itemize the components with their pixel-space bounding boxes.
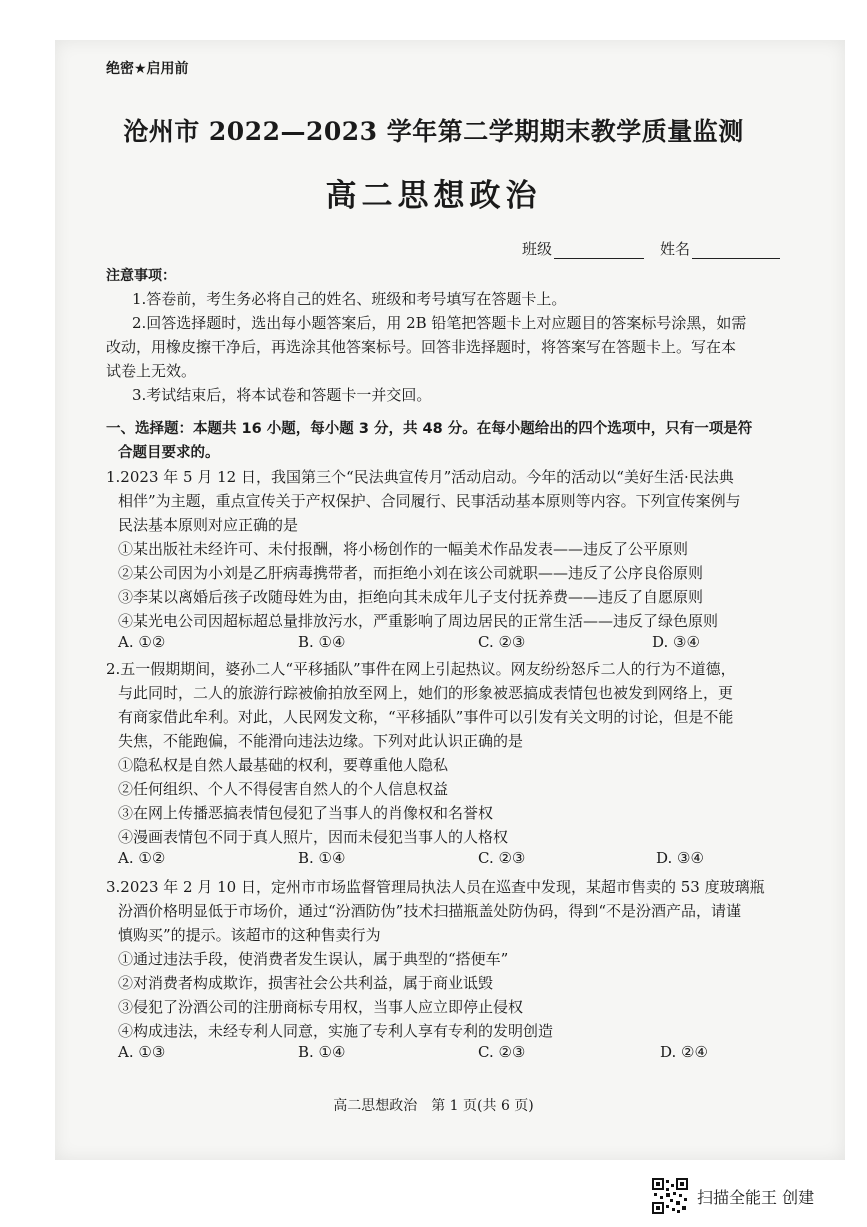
exam-title: 沧州市 2022—2023 学年第二学期期末教学质量监测 (123, 117, 744, 146)
question-2-item: ④漫画表情包不同于真人照片，因而未侵犯当事人的人格权 (118, 828, 509, 846)
question-1-option-a: A. ①② (118, 633, 166, 651)
section-heading: 一、选择题：本题共 16 小题，每小题 3 分，共 48 分。在每小题给出的四个选项中，只有一项是符 (106, 421, 753, 437)
subject-title: 高二思想政治 (325, 178, 542, 214)
question-1-option-c: C. ②③ (478, 633, 526, 651)
question-2-text: 2.五一假期期间，婆孙二人“平移插队”事件在网上引起热议。网友纷纷怒斥二人的行为不道德， (106, 660, 736, 678)
notice-line: 1.答卷前，考生务必将自己的姓名、班级和考号填写在答题卡上。 (132, 290, 567, 308)
question-3-text: 汾酒价格明显低于市场价，通过“汾酒防伪”技术扫描瓶盖处防伪码，得到“不是汾酒产品，请谨 (118, 902, 742, 920)
question-3-item: ④构成违法，未经专利人同意，实施了专利人享有专利的发明创造 (118, 1022, 554, 1040)
question-2-item: ①隐私权是自然人最基础的权利，要尊重他人隐私 (118, 756, 449, 774)
question-2-text: 有商家借此牟利。对此，人民网发文称，“平移插队”事件可以引发有关文明的讨论，但是不能 (118, 708, 734, 726)
class-field (522, 238, 644, 259)
question-3-text: 3.2023 年 2 月 10 日，定州市市场监督管理局执法人员在巡查中发现，某超市售卖的 53 度玻璃瓶 (106, 878, 765, 896)
class-label: 班级 (522, 240, 553, 258)
qr-code-icon (652, 1178, 688, 1214)
scanner-watermark: 扫描全能王 创建 (697, 1188, 815, 1207)
question-1-item: ①某出版社未经许可、未付报酬，将小杨创作的一幅美术作品发表——违反了公平原则 (118, 540, 689, 558)
name-blank (692, 242, 780, 259)
question-1-item: ②某公司因为小刘是乙肝病毒携带者，而拒绝小刘在该公司就职——违反了公序良俗原则 (118, 564, 704, 582)
question-2-option-d: D. ③④ (656, 849, 704, 867)
page-footer: 高二思想政治 第 1 页(共 6 页) (333, 1098, 534, 1114)
question-1-item: ④某光电公司因超标超总量排放污水，严重影响了周边居民的正常生活——违反了绿色原则 (118, 612, 719, 630)
name-field (660, 238, 780, 259)
question-1-text: 民法基本原则对应正确的是 (118, 516, 299, 534)
question-3-option-c: C. ②③ (478, 1043, 526, 1061)
question-3-item: ②对消费者构成欺诈，损害社会公共利益，属于商业诋毁 (118, 974, 494, 992)
name-label: 姓名 (660, 240, 691, 258)
question-1-text: 相伴”为主题，重点宣传关于产权保护、合同履行、民事活动基本原则等内容。下列宣传案例与 (118, 492, 741, 510)
question-3-item: ③侵犯了汾酒公司的注册商标专用权，当事人应立即停止侵权 (118, 998, 524, 1016)
question-2-text: 失焦，不能跑偏，不能滑向违法边缘。下列对此认识正确的是 (118, 732, 524, 750)
notice-line: 试卷上无效。 (106, 362, 197, 380)
notice-title: 注意事项： (106, 268, 176, 284)
question-2-option-c: C. ②③ (478, 849, 526, 867)
section-heading-cont: 合题目要求的。 (118, 445, 220, 461)
question-3-option-d: D. ②④ (660, 1043, 708, 1061)
question-2-option-a: A. ①② (118, 849, 166, 867)
question-1-option-d: D. ③④ (652, 633, 700, 651)
question-3-option-a: A. ①③ (118, 1043, 166, 1061)
question-1-text: 1.2023 年 5 月 12 日，我国第三个“民法典宣传月”活动启动。今年的活动以“美好生活·民法典 (106, 468, 734, 486)
question-3-text: 慎购买”的提示。该超市的这种售卖行为 (118, 926, 381, 944)
notice-line: 2.回答选择题时，选出每小题答案后，用 2B 铅笔把答题卡上对应题目的答案标号涂黑，如需 (132, 314, 747, 332)
class-blank (554, 242, 644, 259)
question-1-item: ③李某以离婚后孩子改随母姓为由，拒绝向其未成年儿子支付抚养费——违反了自愿原则 (118, 588, 704, 606)
question-2-item: ③在网上传播恶搞表情包侵犯了当事人的肖像权和名誉权 (118, 804, 494, 822)
notice-line: 改动，用橡皮擦干净后，再选涂其他答案标号。回答非选择题时，将答案写在答题卡上。写在本 (106, 338, 737, 356)
question-3-item: ①通过违法手段，使消费者发生误认，属于典型的“搭便车” (118, 950, 509, 968)
question-2-option-b: B. ①④ (298, 849, 346, 867)
notice-line: 3.考试结束后，将本试卷和答题卡一并交回。 (132, 386, 432, 404)
confidential-mark: 绝密★启用前 (106, 61, 189, 77)
question-2-text: 与此同时，二人的旅游行踪被偷拍放至网上，她们的形象被恶搞成表情包也被发到网络上，更 (118, 684, 734, 702)
question-1-option-b: B. ①④ (298, 633, 346, 651)
question-3-option-b: B. ①④ (298, 1043, 346, 1061)
question-2-item: ②任何组织、个人不得侵害自然人的个人信息权益 (118, 780, 449, 798)
